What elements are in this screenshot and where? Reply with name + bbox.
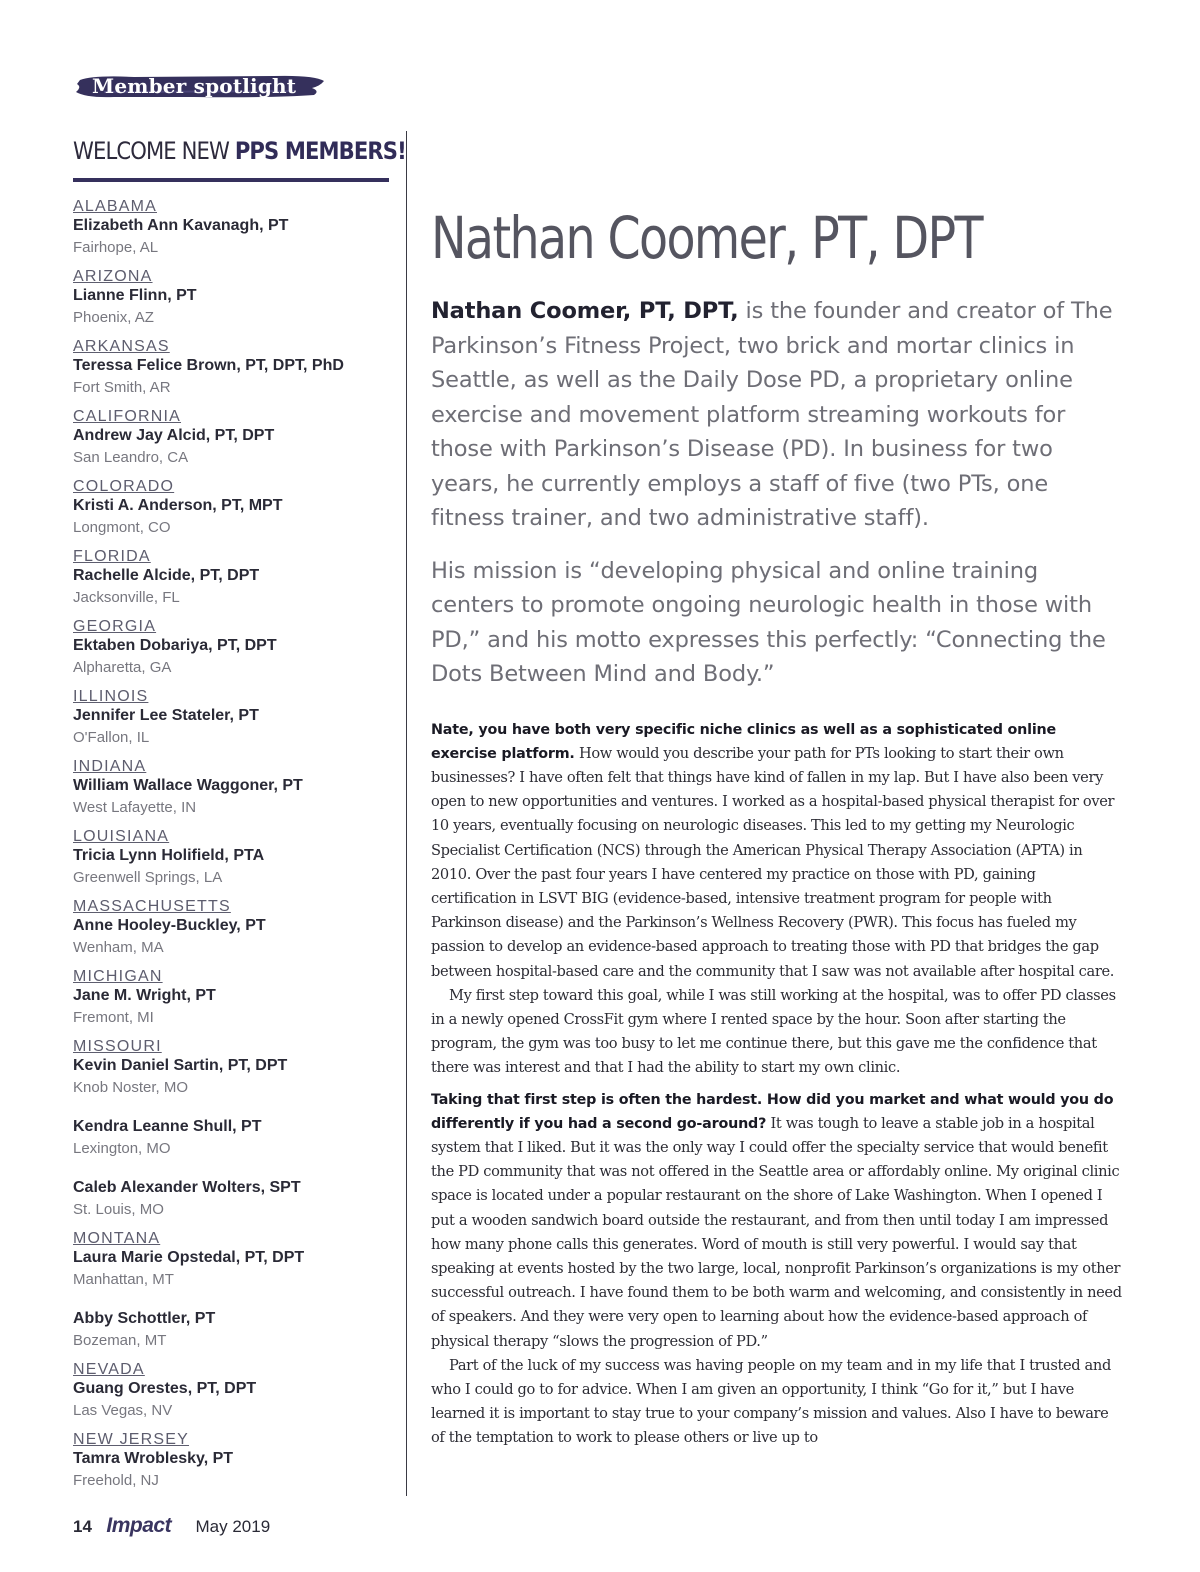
page-number: 14 — [73, 1517, 92, 1536]
member-state: INDIANA — [73, 758, 147, 775]
answer: How would you describe your path for PTs looking to start their own businesses? I have often felt that things have kind of fallen in my lap. But I have also been very open to new opportunities and ventures. I worked as a hospital-based physical therapist for over 10 years, eventually focusing on neurologic diseases. This led to my getting my Neurologic Specialist Certification (NCS) through the American Physical Therapy Association (APTA) in 2010. Over the past four years I have centered my practice on those with PD, gaining certification in LSVT BIG (evidence-based, intensive treatment program for people with Parkinson disease) and the Parkinson’s Wellness Recovery (PWR). This focus has fueled my passion to develop an evidence-based approach to treating those with PD that bridges the gap between hospital-based care and the community that I saw was not available after hospital care. — [431, 744, 1115, 980]
member-city: Phoenix, AZ — [73, 309, 154, 326]
member-name: Abby Schottler, PT — [73, 1310, 216, 1327]
answer-paragraph: My first step toward this goal, while I was still working at the hospital, was to offer PD classes in a newly opened CrossFit gym where I rented space by the hour. Soon after starting the program, the gym was too busy to let me continue there, but this gave me the confidence that there was interest and that I had the ability to start my own clinic. — [431, 986, 1116, 1077]
member-city: Jacksonville, FL — [73, 589, 180, 606]
member-entry — [73, 478, 389, 539]
member-state: FLORIDA — [73, 548, 151, 565]
member-name: William Wallace Waggoner, PT — [73, 777, 303, 794]
member-city: Manhattan, MT — [73, 1271, 174, 1288]
member-name: Elizabeth Ann Kavanagh, PT — [73, 217, 289, 234]
article-headline: Nathan Coomer, PT, DPT — [431, 204, 982, 272]
member-state: COLORADO — [73, 478, 175, 495]
member-state: ARIZONA — [73, 268, 153, 285]
member-entry — [73, 688, 389, 749]
section-tag-label: Member spotlight — [92, 74, 297, 98]
member-state: MICHIGAN — [73, 968, 163, 985]
member-state: MASSACHUSETTS — [73, 898, 231, 915]
intro-bold-name: Nathan Coomer, PT, DPT, — [431, 298, 739, 324]
member-entry — [73, 1178, 389, 1221]
member-state: MONTANA — [73, 1230, 161, 1247]
member-entry — [73, 758, 389, 819]
member-state: GEORGIA — [73, 618, 157, 635]
member-name: Kendra Leanne Shull, PT — [73, 1118, 262, 1135]
answer: It was tough to leave a stable job in a hospital system that I liked. But it was the only way I could offer the specialty service that would benefit the PD community that was not offered in the Seattle area or affordably online. My original clinic space is located under a popular restaurant on the shore of Lake Washington. When I opened I put a wooden sandwich board outside the restaurant, and from then until today I am impressed how many phone calls this generates. Word of mouth is still very powerful. I would say that speaking at events hosted by the two large, local, nonprofit Parkinson’s organizations is my other successful outreach. I have found them to be both warm and welcoming, and consistently in need of speakers. And they were very open to learning about how the evidence-based approach of physical therapy “slows the progression of PD.” — [431, 1114, 1122, 1350]
member-city: Alpharetta, GA — [73, 659, 172, 676]
member-name: Lianne Flinn, PT — [73, 287, 197, 304]
member-entry — [73, 968, 389, 1029]
member-city: West Lafayette, IN — [73, 799, 197, 816]
welcome-heading — [73, 134, 406, 168]
member-state: LOUISIANA — [73, 828, 170, 845]
member-city: Fremont, MI — [73, 1009, 154, 1026]
member-state: ILLINOIS — [73, 688, 149, 705]
new-members-column — [73, 134, 406, 1501]
member-city: Wenham, MA — [73, 939, 164, 956]
member-entry — [73, 828, 389, 889]
qa-paragraph — [431, 1088, 1125, 1354]
member-name: Ektaben Dobariya, PT, DPT — [73, 637, 277, 654]
member-city: Fort Smith, AR — [73, 379, 171, 396]
welcome-emphasis: PPS MEMBERS! — [234, 137, 406, 165]
member-entry — [73, 898, 389, 959]
member-entry — [73, 408, 389, 469]
intro-text: is the founder and creator of The Parkinson’s Fitness Project, two brick and mortar clinics in Seattle, as well as the Daily Dose PD, a proprietary online exercise and movement platform streaming workouts for those with Parkinson’s Disease (PD). In business for two years, he currently employs a staff of five (two PTs, one fitness trainer, and two administrative staff). — [431, 298, 1113, 531]
member-city: San Leandro, CA — [73, 449, 189, 466]
member-state: NEW JERSEY — [73, 1431, 190, 1448]
member-name: Kevin Daniel Sartin, PT, DPT — [73, 1057, 288, 1074]
member-city: St. Louis, MO — [73, 1201, 164, 1218]
member-entry — [73, 198, 389, 259]
member-name: Jennifer Lee Stateler, PT — [73, 707, 259, 724]
answer-paragraph: Part of the luck of my success was having people on my team and in my life that I trusted and who I could go to for advice. When I am given an opportunity, I think “Go for it,” but I have learned it is important to stay true to your company’s mission and values. Also I have to beware of the temptation to work to please others or live up to — [431, 1356, 1111, 1447]
member-entry — [73, 1230, 389, 1291]
member-name: Andrew Jay Alcid, PT, DPT — [73, 427, 275, 444]
member-city: Fairhope, AL — [73, 239, 159, 256]
member-city: Las Vegas, NV — [73, 1402, 173, 1419]
member-city: Bozeman, MT — [73, 1332, 167, 1349]
question: Taking that first step is often the hardest. How did you market and what would you do differently if you had a second go-around? — [431, 1091, 1114, 1132]
section-tag — [74, 72, 326, 100]
member-name: Rachelle Alcide, PT, DPT — [73, 567, 260, 584]
member-entry — [73, 338, 389, 399]
member-city: Greenwell Springs, LA — [73, 869, 223, 886]
member-entry — [73, 1309, 389, 1352]
page-footer — [73, 1514, 270, 1540]
member-name: Jane M. Wright, PT — [73, 987, 216, 1004]
member-state: ALABAMA — [73, 198, 157, 215]
member-name: Tamra Wroblesky, PT — [73, 1450, 234, 1467]
member-entry — [73, 618, 389, 679]
member-state: ARKANSAS — [73, 338, 170, 355]
member-name: Teressa Felice Brown, PT, DPT, PhD — [73, 357, 344, 374]
member-name: Caleb Alexander Wolters, SPT — [73, 1179, 301, 1196]
heading-rule — [73, 178, 389, 182]
member-entry — [73, 268, 389, 329]
member-name: Guang Orestes, PT, DPT — [73, 1380, 257, 1397]
issue-date: May 2019 — [195, 1517, 271, 1536]
welcome-prefix: WELCOME NEW — [73, 137, 229, 165]
member-state: CALIFORNIA — [73, 408, 182, 425]
member-list — [73, 198, 389, 1492]
article-intro — [431, 294, 1125, 536]
member-entry — [73, 1431, 389, 1492]
member-entry — [73, 548, 389, 609]
member-city: Knob Noster, MO — [73, 1079, 189, 1096]
column-divider — [406, 131, 407, 1496]
member-name: Tricia Lynn Holifield, PTA — [73, 847, 265, 864]
member-name: Anne Hooley-Buckley, PT — [73, 917, 266, 934]
article-body — [431, 718, 1125, 1451]
member-name: Kristi A. Anderson, PT, MPT — [73, 497, 283, 514]
member-city: Longmont, CO — [73, 519, 171, 536]
member-city: Freehold, NJ — [73, 1472, 159, 1489]
member-city: O'Fallon, IL — [73, 729, 150, 746]
qa-paragraph — [431, 718, 1125, 984]
magazine-name: Impact — [106, 1514, 172, 1537]
member-city: Lexington, MO — [73, 1140, 171, 1157]
member-state: MISSOURI — [73, 1038, 162, 1055]
member-entry — [73, 1361, 389, 1422]
member-state: NEVADA — [73, 1361, 145, 1378]
question: Nate, you have both very specific niche clinics as well as a sophisticated online exercise platform. — [431, 721, 1056, 762]
member-entry — [73, 1117, 389, 1160]
article-column — [431, 205, 1125, 1451]
member-entry — [73, 1038, 389, 1099]
article-mission: His mission is “developing physical and online training centers to promote ongoing neurologic health in those with PD,” and his motto expresses this perfectly: “Connecting the Dots Between Mind and Body.” — [431, 557, 1106, 687]
member-name: Laura Marie Opstedal, PT, DPT — [73, 1249, 305, 1266]
